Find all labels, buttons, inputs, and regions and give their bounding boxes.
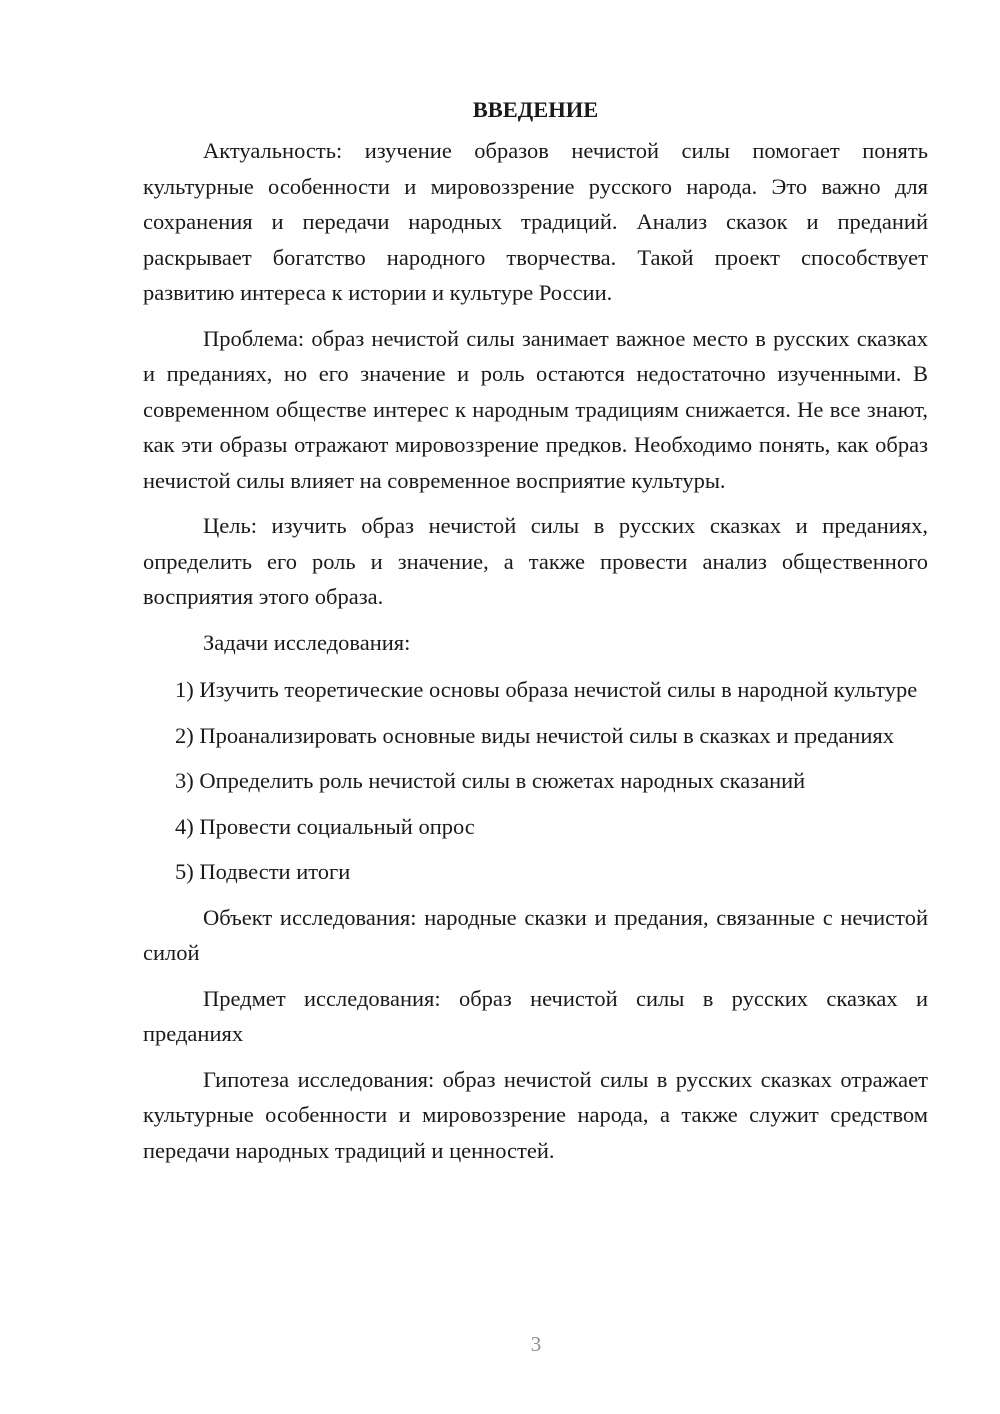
task-item-2: 2) Проанализировать основные виды нечистой силы в сказках и преданиях <box>175 722 894 748</box>
task-item-3: 3) Определить роль нечистой силы в сюжетах народных сказаний <box>175 768 806 793</box>
task-item-5: 5) Подвести итоги <box>175 859 351 884</box>
tasks-list <box>143 672 928 890</box>
task-item-4: 4) Провести социальный опрос <box>175 813 475 839</box>
paragraph-subject: Предмет исследования: образ нечистой силы в русских сказках и преданиях <box>143 985 928 1046</box>
tasks-heading: Задачи исследования: <box>203 629 411 655</box>
paragraph-hypothesis: Гипотеза исследования: образ нечистой силы в русских сказках отражает культурные особенности и мировоззрение народа, а также служит средством передачи народных традиций и ценностей. <box>143 1066 928 1163</box>
paragraph-problem: Проблема: образ нечистой силы занимает важное место в русских сказках и преданиях, но его значение и роль остаются недостаточно изученными. В современном обществе интерес к народным традициям снижается. Не все знают, как эти образы отражают мировоззрение предков. Необходимо понять, как образ нечистой силы влияет на современное восприятие культуры. <box>143 325 928 493</box>
paragraph-goal: Цель: изучить образ нечистой силы в русских сказках и преданиях, определить его роль и значение, а также провести анализ общественного восприятия этого образа. <box>143 513 928 609</box>
task-item-1: 1) Изучить теоретические основы образа нечистой силы в народной культуре <box>175 677 918 702</box>
document-page <box>143 92 928 1178</box>
paragraph-object: Объект исследования: народные сказки и предания, связанные с нечистой силой <box>143 904 928 965</box>
page-number: 3 <box>530 1332 542 1356</box>
paragraph-relevance: Актуальность: изучение образов нечистой силы помогает понять культурные особенности и мировоззрение русского народа. Это важно для сохранения и передачи народных традиций. Анализ сказок и преданий раскрывает богатство народного творчества. Такой проект способствует развитию интереса к истории и культуре России. <box>143 138 928 305</box>
page-title: ВВЕДЕНИЕ <box>472 97 599 122</box>
